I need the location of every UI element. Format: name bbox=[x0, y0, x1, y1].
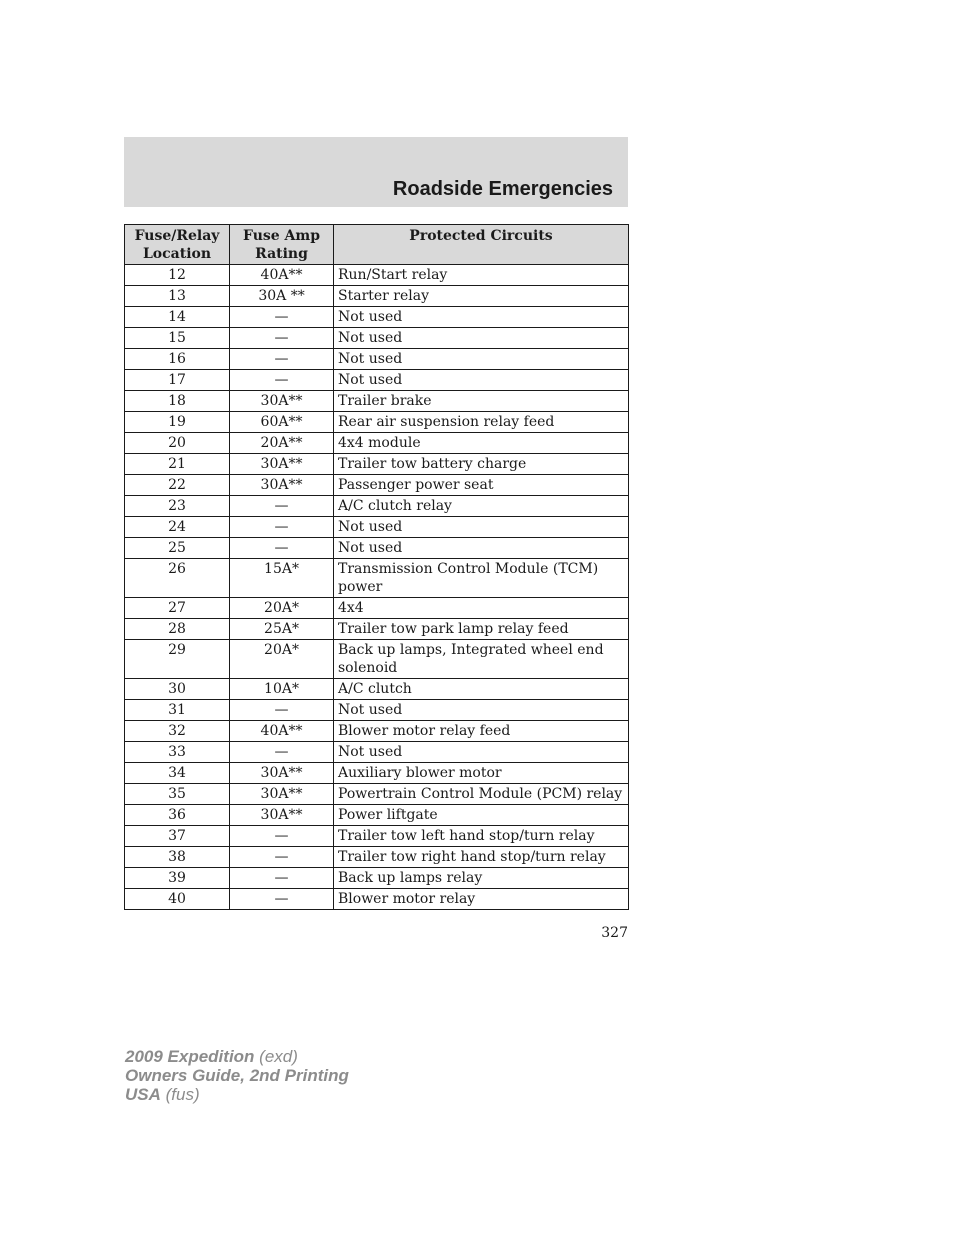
table-row bbox=[125, 286, 629, 307]
header-location bbox=[125, 225, 230, 265]
fuse-amp-cell: 40A** bbox=[230, 265, 334, 286]
protected-circuit-cell: Trailer brake bbox=[334, 391, 629, 412]
fuse-amp-cell: 30A** bbox=[230, 784, 334, 805]
fuse-amp-cell: 30A** bbox=[230, 391, 334, 412]
fuse-location-cell: 33 bbox=[125, 742, 230, 763]
protected-circuit-cell: Blower motor relay bbox=[334, 889, 629, 910]
fuse-amp-cell: 30A ** bbox=[230, 286, 334, 307]
table-header-row bbox=[125, 225, 629, 265]
fuse-amp-cell: 25A* bbox=[230, 619, 334, 640]
footer-line1 bbox=[125, 1047, 349, 1066]
fuse-location-cell: 15 bbox=[125, 328, 230, 349]
table-row bbox=[125, 433, 629, 454]
fuse-location-cell: 20 bbox=[125, 433, 230, 454]
table-row bbox=[125, 349, 629, 370]
table-row bbox=[125, 454, 629, 475]
protected-circuit-cell: A/C clutch bbox=[334, 679, 629, 700]
fuse-table-body bbox=[125, 265, 629, 910]
table-row bbox=[125, 700, 629, 721]
header-location-line2: Location bbox=[142, 246, 212, 262]
protected-circuit-cell: Starter relay bbox=[334, 286, 629, 307]
table-row bbox=[125, 391, 629, 412]
fuse-amp-cell: — bbox=[230, 517, 334, 538]
fuse-amp-cell: — bbox=[230, 700, 334, 721]
table-row bbox=[125, 868, 629, 889]
section-header-band bbox=[124, 137, 628, 207]
footer-market: USA bbox=[125, 1085, 161, 1104]
protected-circuit-cell: Not used bbox=[334, 307, 629, 328]
table-row bbox=[125, 538, 629, 559]
table-row bbox=[125, 496, 629, 517]
footer-line3 bbox=[125, 1085, 349, 1104]
fuse-amp-cell: 15A* bbox=[230, 559, 334, 598]
fuse-amp-cell: — bbox=[230, 370, 334, 391]
table-row bbox=[125, 805, 629, 826]
fuse-amp-cell: 30A** bbox=[230, 805, 334, 826]
protected-circuit-cell: Trailer tow right hand stop/turn relay bbox=[334, 847, 629, 868]
fuse-location-cell: 29 bbox=[125, 640, 230, 679]
fuse-location-cell: 16 bbox=[125, 349, 230, 370]
table-row bbox=[125, 826, 629, 847]
protected-circuit-cell: Not used bbox=[334, 700, 629, 721]
protected-circuit-cell: Transmission Control Module (TCM) power bbox=[334, 559, 629, 598]
fuse-amp-cell: 30A** bbox=[230, 475, 334, 496]
protected-circuit-cell: Blower motor relay feed bbox=[334, 721, 629, 742]
fuse-amp-cell: — bbox=[230, 742, 334, 763]
table-row bbox=[125, 679, 629, 700]
table-row bbox=[125, 721, 629, 742]
footer bbox=[125, 1047, 349, 1104]
protected-circuit-cell: Rear air suspension relay feed bbox=[334, 412, 629, 433]
protected-circuit-cell: Trailer tow park lamp relay feed bbox=[334, 619, 629, 640]
fuse-amp-cell: — bbox=[230, 307, 334, 328]
fuse-amp-cell: 40A** bbox=[230, 721, 334, 742]
fuse-location-cell: 40 bbox=[125, 889, 230, 910]
protected-circuit-cell: Run/Start relay bbox=[334, 265, 629, 286]
protected-circuit-cell: Not used bbox=[334, 517, 629, 538]
table-row bbox=[125, 763, 629, 784]
protected-circuit-cell: A/C clutch relay bbox=[334, 496, 629, 517]
fuse-location-cell: 38 bbox=[125, 847, 230, 868]
table-row bbox=[125, 475, 629, 496]
footer-model: 2009 Expedition bbox=[125, 1047, 255, 1066]
table-row bbox=[125, 598, 629, 619]
table-row bbox=[125, 847, 629, 868]
fuse-amp-cell: — bbox=[230, 889, 334, 910]
table-row bbox=[125, 307, 629, 328]
fuse-amp-cell: 10A* bbox=[230, 679, 334, 700]
fuse-location-cell: 32 bbox=[125, 721, 230, 742]
fuse-location-cell: 26 bbox=[125, 559, 230, 598]
fuse-location-cell: 18 bbox=[125, 391, 230, 412]
header-protected-circuits bbox=[334, 225, 629, 265]
protected-circuit-cell: Powertrain Control Module (PCM) relay bbox=[334, 784, 629, 805]
protected-circuit-cell: Not used bbox=[334, 742, 629, 763]
protected-circuit-cell: 4x4 bbox=[334, 598, 629, 619]
footer-line2 bbox=[125, 1066, 349, 1085]
protected-circuit-cell: Not used bbox=[334, 328, 629, 349]
fuse-amp-cell: 60A** bbox=[230, 412, 334, 433]
protected-circuit-cell: Not used bbox=[334, 538, 629, 559]
protected-circuit-cell: Trailer tow battery charge bbox=[334, 454, 629, 475]
header-amp-line1: Fuse Amp bbox=[243, 228, 320, 244]
fuse-amp-cell: 20A* bbox=[230, 640, 334, 679]
fuse-location-cell: 35 bbox=[125, 784, 230, 805]
protected-circuit-cell: Not used bbox=[334, 370, 629, 391]
fuse-location-cell: 13 bbox=[125, 286, 230, 307]
table-row bbox=[125, 328, 629, 349]
fuse-amp-cell: — bbox=[230, 847, 334, 868]
fuse-amp-cell: 20A** bbox=[230, 433, 334, 454]
fuse-amp-cell: — bbox=[230, 538, 334, 559]
fuse-amp-cell: 20A* bbox=[230, 598, 334, 619]
header-amp-line2: Rating bbox=[255, 246, 308, 262]
fuse-amp-cell: 30A** bbox=[230, 454, 334, 475]
footer-guide: Owners Guide, 2nd Printing bbox=[125, 1066, 349, 1085]
header-location-line1: Fuse/Relay bbox=[134, 228, 220, 244]
fuse-location-cell: 36 bbox=[125, 805, 230, 826]
header-circuits-label: Protected Circuits bbox=[409, 228, 553, 244]
table-row bbox=[125, 517, 629, 538]
fuse-location-cell: 21 bbox=[125, 454, 230, 475]
page-number: 327 bbox=[601, 925, 628, 941]
fuse-location-cell: 34 bbox=[125, 763, 230, 784]
table-row bbox=[125, 265, 629, 286]
fuse-location-cell: 12 bbox=[125, 265, 230, 286]
fuse-amp-cell: — bbox=[230, 826, 334, 847]
fuse-location-cell: 31 bbox=[125, 700, 230, 721]
fuse-table bbox=[124, 224, 629, 910]
table-row bbox=[125, 640, 629, 679]
table-row bbox=[125, 370, 629, 391]
table-row bbox=[125, 559, 629, 598]
header-amp-rating bbox=[230, 225, 334, 265]
table-row bbox=[125, 742, 629, 763]
protected-circuit-cell: Not used bbox=[334, 349, 629, 370]
section-title: Roadside Emergencies bbox=[392, 178, 613, 200]
table-row bbox=[125, 889, 629, 910]
fuse-location-cell: 14 bbox=[125, 307, 230, 328]
table-row bbox=[125, 784, 629, 805]
footer-model-code: (exd) bbox=[259, 1047, 298, 1066]
table-row bbox=[125, 619, 629, 640]
protected-circuit-cell: Back up lamps, Integrated wheel end solenoid bbox=[334, 640, 629, 679]
fuse-amp-cell: — bbox=[230, 328, 334, 349]
footer-market-code: (fus) bbox=[165, 1085, 200, 1104]
protected-circuit-cell: Passenger power seat bbox=[334, 475, 629, 496]
protected-circuit-cell: Back up lamps relay bbox=[334, 868, 629, 889]
fuse-location-cell: 37 bbox=[125, 826, 230, 847]
fuse-amp-cell: — bbox=[230, 868, 334, 889]
fuse-location-cell: 17 bbox=[125, 370, 230, 391]
fuse-amp-cell: — bbox=[230, 496, 334, 517]
fuse-location-cell: 28 bbox=[125, 619, 230, 640]
fuse-location-cell: 30 bbox=[125, 679, 230, 700]
fuse-location-cell: 23 bbox=[125, 496, 230, 517]
fuse-amp-cell: 30A** bbox=[230, 763, 334, 784]
protected-circuit-cell: 4x4 module bbox=[334, 433, 629, 454]
fuse-amp-cell: — bbox=[230, 349, 334, 370]
fuse-location-cell: 39 bbox=[125, 868, 230, 889]
protected-circuit-cell: Trailer tow left hand stop/turn relay bbox=[334, 826, 629, 847]
fuse-location-cell: 19 bbox=[125, 412, 230, 433]
protected-circuit-cell: Power liftgate bbox=[334, 805, 629, 826]
protected-circuit-cell: Auxiliary blower motor bbox=[334, 763, 629, 784]
fuse-location-cell: 27 bbox=[125, 598, 230, 619]
table-row bbox=[125, 412, 629, 433]
fuse-location-cell: 24 bbox=[125, 517, 230, 538]
fuse-location-cell: 25 bbox=[125, 538, 230, 559]
fuse-location-cell: 22 bbox=[125, 475, 230, 496]
